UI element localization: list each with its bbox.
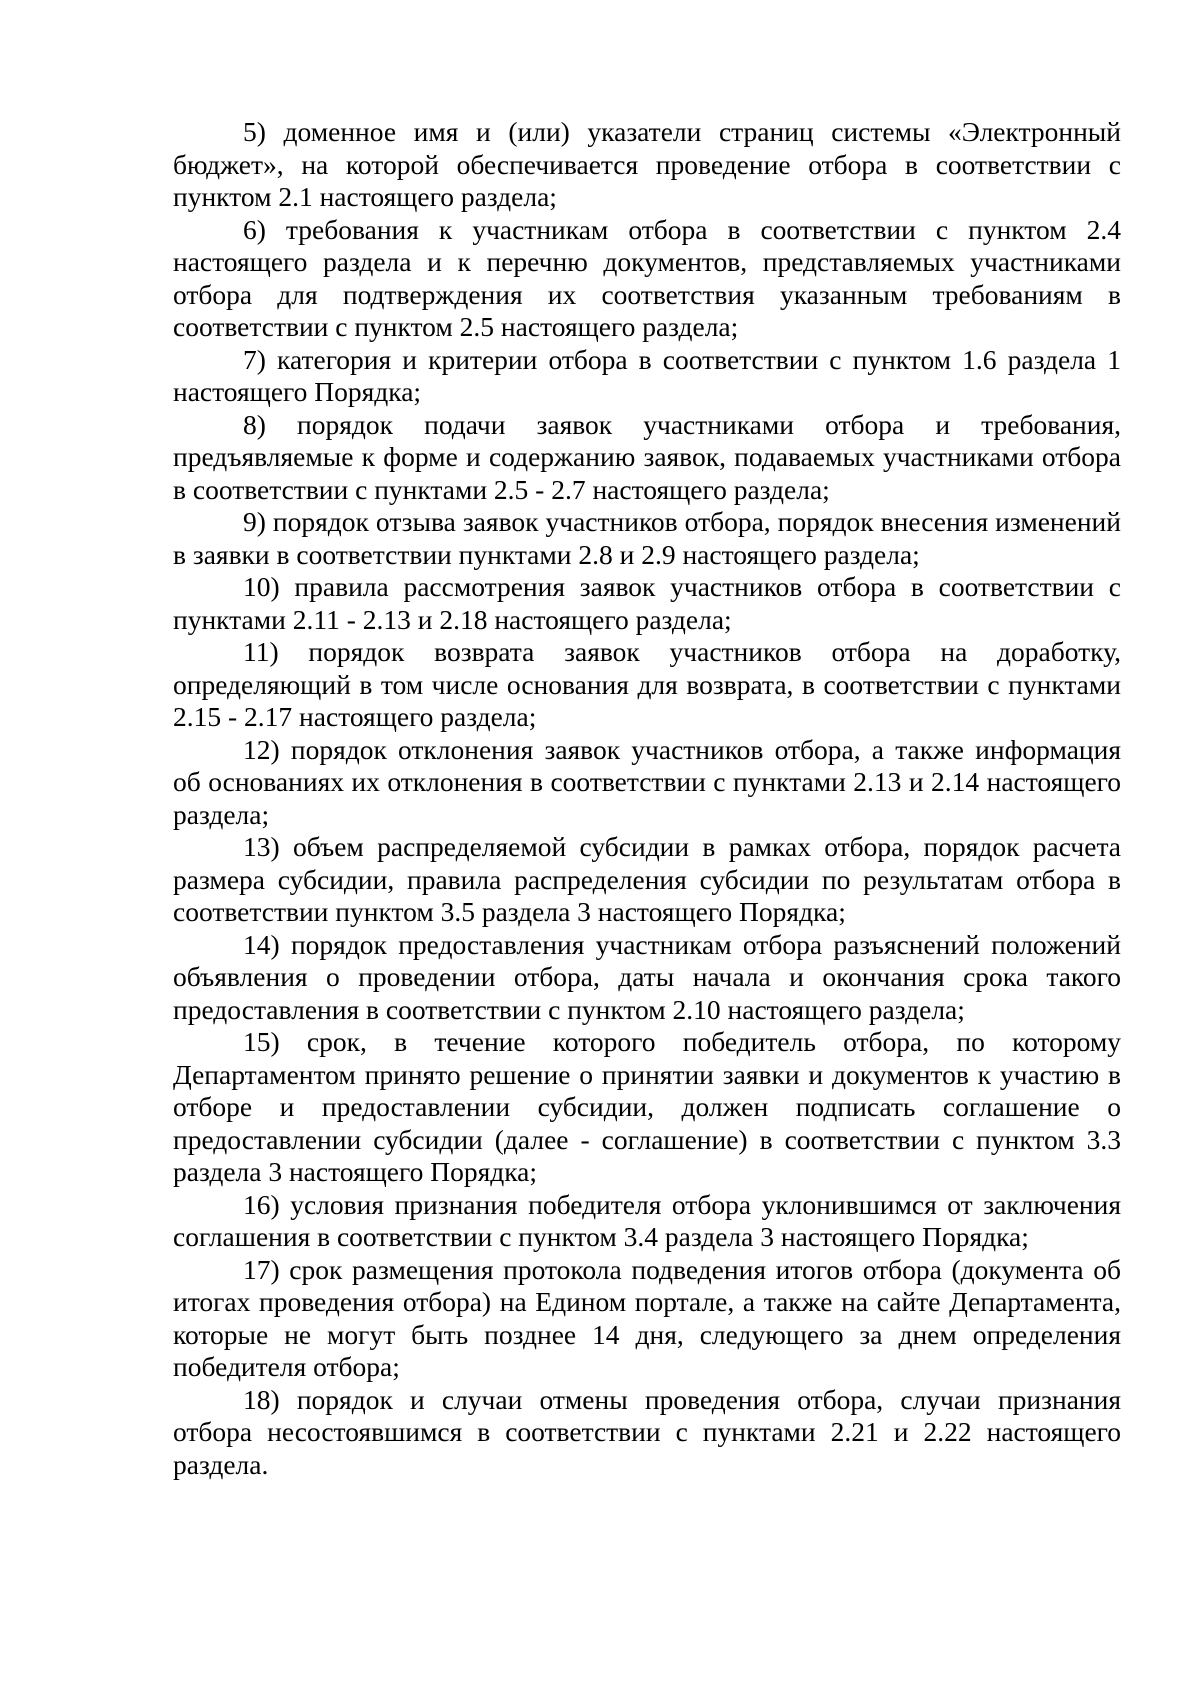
list-item-13: 13) объем распределяемой субсидии в рамках отбора, порядок расчета размера субсидии, правила распределения субсидии по результатам отбора в соответствии пунктом 3.5 раздела 3 настоящего Порядка; — [173, 831, 1121, 927]
list-item-6: 6) требования к участникам отбора в соответствии с пунктом 2.4 настоящего раздела и к перечню документов, представляемых участниками отбора для подтверждения их соответствия указанным требованиям в соответствии с пунктом 2.5 настоящего раздела; — [173, 213, 1121, 342]
list-item-18: 18) порядок и случаи отмены проведения отбора, случаи признания отбора несостоявшимся в соответствии с пунктами 2.21 и 2.22 настоящего раздела. — [173, 1383, 1121, 1480]
list-item-11: 11) порядок возврата заявок участников отбора на доработку, определяющий в том числе основания для возврата, в соответствии с пунктами 2.15 - 2.17 настоящего раздела; — [173, 636, 1121, 732]
document-page — [173, 116, 1121, 1481]
list-item-17: 17) срок размещения протокола подведения итогов отбора (документа об итогах проведения отбора) на Едином портале, а также на сайте Департамента, которые не могут быть позднее 14 дня, следующего за днем определения победителя отбора; — [173, 1253, 1121, 1382]
list-item-9: 9) порядок отзыва заявок участников отбора, порядок внесения изменений в заявки в соответствии пунктами 2.8 и 2.9 настоящего раздела; — [173, 506, 1121, 570]
list-item-14: 14) порядок предоставления участникам отбора разъяснений положений объявления о проведении отбора, даты начала и окончания срока такого предоставления в соответствии с пунктом 2.10 настоящего раздела; — [173, 928, 1121, 1025]
list-item-5: 5) доменное имя и (или) указатели страниц системы «Электронный бюджет», на которой обеспечивается проведение отбора в соответствии с пунктом 2.1 настоящего раздела; — [173, 116, 1121, 212]
list-item-12: 12) порядок отклонения заявок участников отбора, а также информация об основаниях их отклонения в соответствии с пунктами 2.13 и 2.14 настоящего раздела; — [173, 733, 1121, 830]
list-item-15: 15) срок, в течение которого победитель отбора, по которому Департаментом принято решение о принятии заявки и документов к участию в отборе и предоставлении субсидии, должен подписать соглашение о предоставлении субсидии (далее - соглашение) в соответствии с пунктом 3.3 раздела 3 настоящего Порядка; — [173, 1026, 1121, 1187]
list-item-10: 10) правила рассмотрения заявок участников отбора в соответствии с пунктами 2.11 - 2.13 и 2.18 настоящего раздела; — [173, 571, 1121, 635]
list-item-7: 7) категория и критерии отбора в соответствии с пунктом 1.6 раздела 1 настоящего Порядка; — [173, 343, 1121, 407]
list-item-8: 8) порядок подачи заявок участниками отбора и требования, предъявляемые к форме и содержанию заявок, подаваемых участниками отбора в соответствии с пунктами 2.5 - 2.7 настоящего раздела; — [173, 408, 1121, 505]
list-item-16: 16) условия признания победителя отбора уклонившимся от заключения соглашения в соответствии с пунктом 3.4 раздела 3 настоящего Порядка; — [173, 1188, 1121, 1252]
